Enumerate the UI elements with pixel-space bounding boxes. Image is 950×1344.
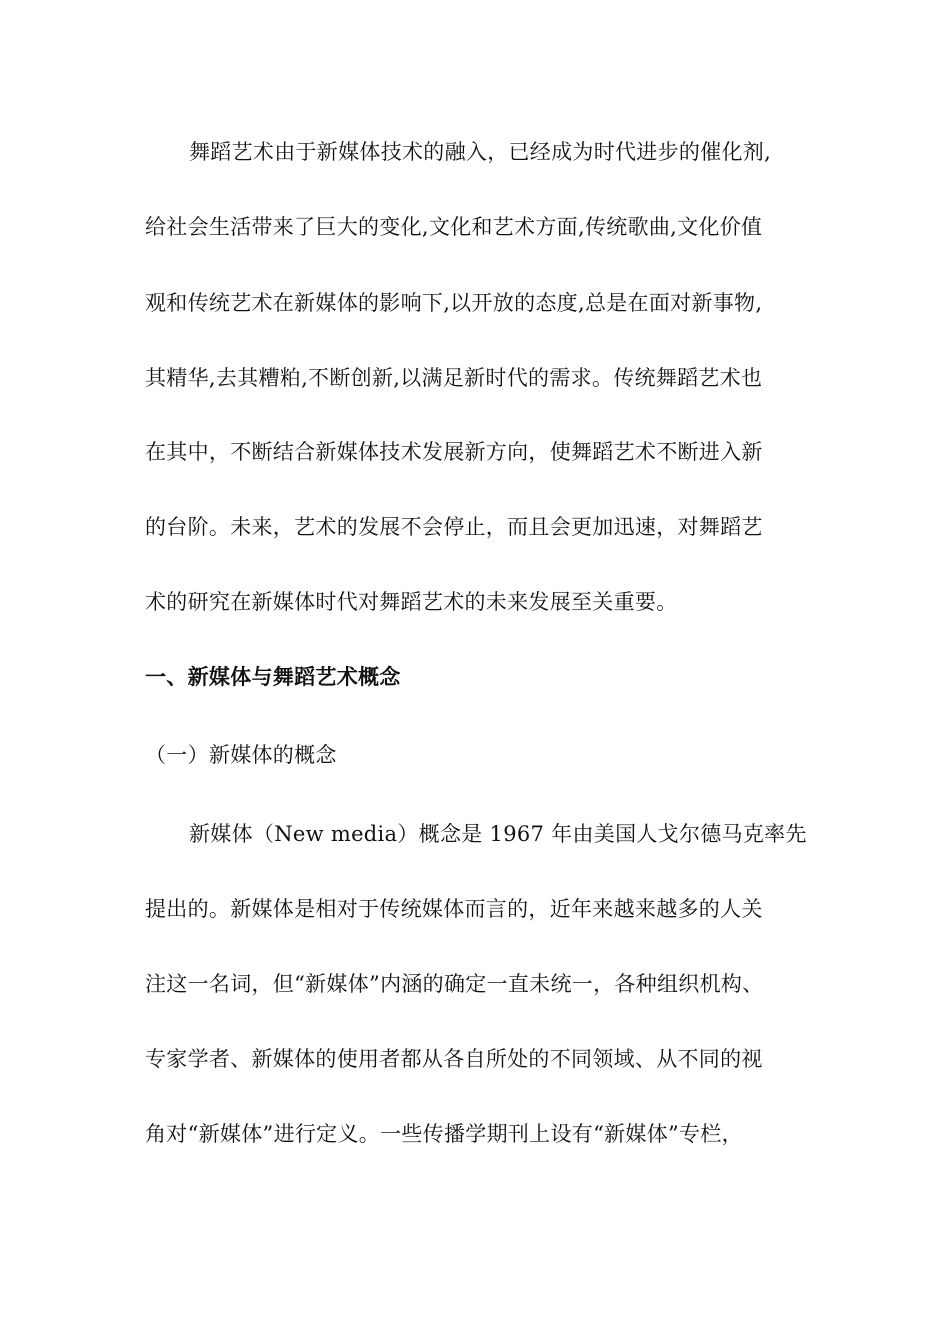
subsection-heading: （一）新媒体的概念 bbox=[145, 743, 337, 767]
intro-line-5: 在其中，不断结合新媒体技术发展新方向，使舞蹈艺术不断进入新 bbox=[145, 440, 763, 464]
body-line-3: 注这一名词，但“新媒体”内涵的确定一直未统一，各种组织机构、 bbox=[145, 972, 764, 996]
intro-line-2: 给社会生活带来了巨大的变化,文化和艺术方面,传统歌曲,文化价值 bbox=[145, 215, 763, 239]
body-line-5: 角对“新媒体”进行定义。一些传播学期刊上设有“新媒体”专栏， bbox=[145, 1122, 743, 1146]
intro-line-3: 观和传统艺术在新媒体的影响下,以开放的态度,总是在面对新事物, bbox=[145, 291, 763, 315]
intro-line-6: 的台阶。未来，艺术的发展不会停止，而且会更加迅速，对舞蹈艺 bbox=[145, 515, 763, 539]
intro-line-4: 其精华,去其糟粕,不断创新,以满足新时代的需求。传统舞蹈艺术也 bbox=[145, 366, 763, 390]
intro-line-1: 舞蹈艺术由于新媒体技术的融入，已经成为时代进步的催化剂, bbox=[189, 140, 772, 164]
body-line-2: 提出的。新媒体是相对于传统媒体而言的，近年来越来越多的人关 bbox=[145, 897, 763, 921]
body-line-4: 专家学者、新媒体的使用者都从各自所处的不同领域、从不同的视 bbox=[145, 1047, 763, 1071]
section-heading: 一、新媒体与舞蹈艺术概念 bbox=[145, 665, 401, 689]
intro-line-7: 术的研究在新媒体时代对舞蹈艺术的未来发展至关重要。 bbox=[145, 590, 678, 614]
body-line-1: 新媒体（New media）概念是 1967 年由美国人戈尔德马克率先 bbox=[189, 822, 807, 846]
